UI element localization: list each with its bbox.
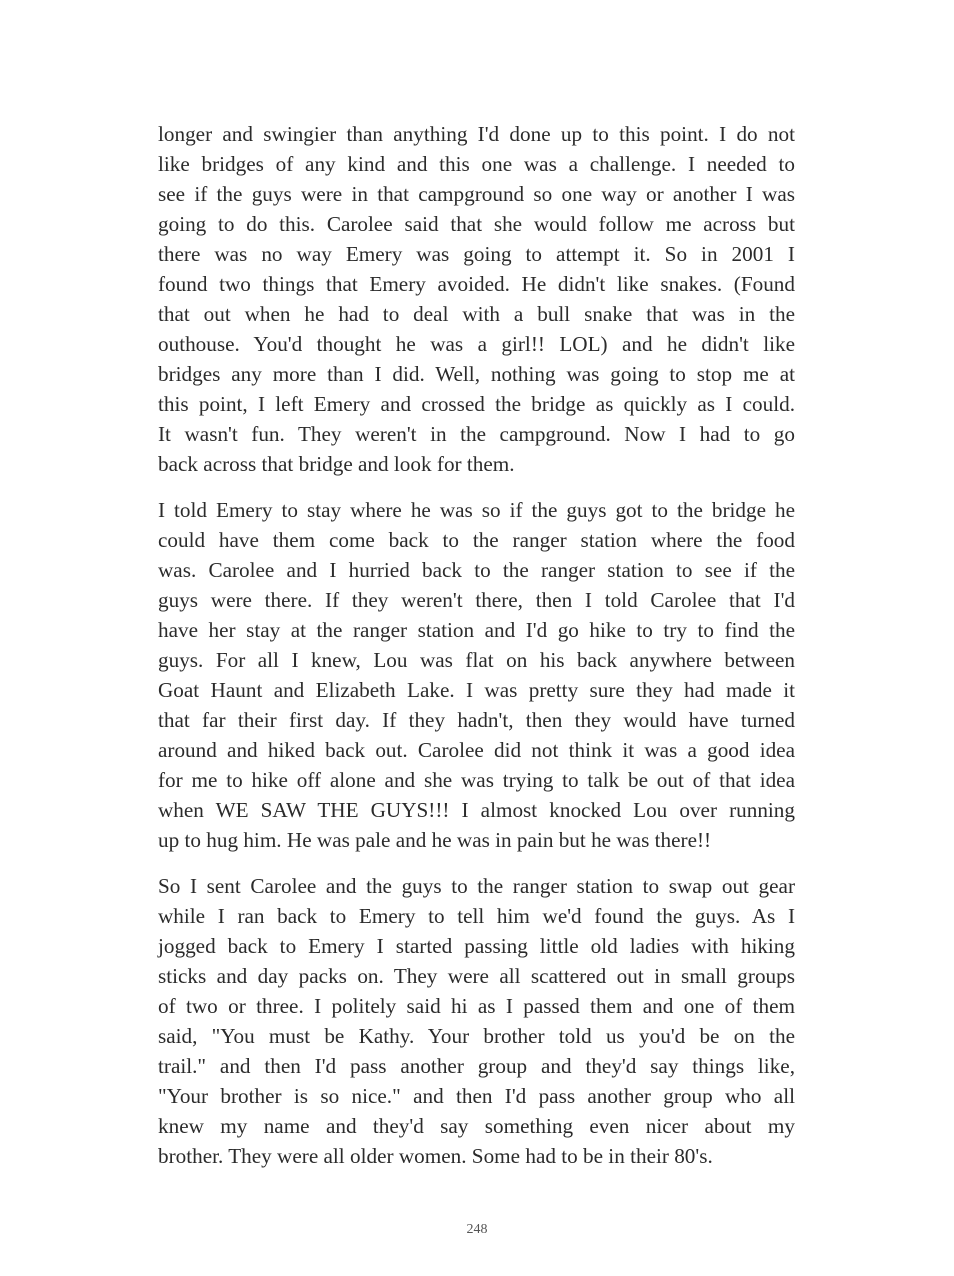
text-line: of two or three. I politely said hi as I passed them and one of them	[158, 994, 795, 1018]
text-line: when WE SAW THE GUYS!!! I almost knocked Lou over running	[158, 798, 795, 822]
paragraph-2	[158, 495, 795, 855]
text-line: around and hiked back out. Carolee did not think it was a good idea	[158, 738, 795, 762]
text-line: guys. For all I knew, Lou was flat on his back anywhere between	[158, 648, 795, 672]
text-line: while I ran back to Emery to tell him we'd found the guys. As I	[158, 904, 795, 928]
text-line: brother. They were all older women. Some had to be in their 80's.	[158, 1144, 713, 1168]
text-line: It wasn't fun. They weren't in the campground. Now I had to go	[158, 422, 795, 446]
text-line: see if the guys were in that campground so one way or another I was	[158, 182, 795, 206]
text-line: was. Carolee and I hurried back to the ranger station to see if the	[158, 558, 795, 582]
text-line: Goat Haunt and Elizabeth Lake. I was pretty sure they had made it	[158, 678, 795, 702]
text-line: going to do this. Carolee said that she would follow me across but	[158, 212, 795, 236]
text-line: "Your brother is so nice." and then I'd pass another group who all	[158, 1084, 795, 1108]
text-line: outhouse. You'd thought he was a girl!! LOL) and he didn't like	[158, 332, 795, 356]
text-line: said, "You must be Kathy. Your brother told us you'd be on the	[158, 1024, 795, 1048]
text-line: there was no way Emery was going to attempt it. So in 2001 I	[158, 242, 795, 266]
text-line: that far their first day. If they hadn't, then they would have turned	[158, 708, 795, 732]
text-line: bridges any more than I did. Well, nothing was going to stop me at	[158, 362, 795, 386]
page-number: 248	[466, 1222, 488, 1237]
text-line: sticks and day packs on. They were all scattered out in small groups	[158, 964, 795, 988]
text-line: up to hug him. He was pale and he was in pain but he was there!!	[158, 828, 712, 852]
text-line: I told Emery to stay where he was so if the guys got to the bridge he	[158, 498, 795, 522]
text-line: have her stay at the ranger station and I'd go hike to try to find the	[158, 618, 795, 642]
text-line: jogged back to Emery I started passing little old ladies with hiking	[158, 934, 795, 958]
text-line: So I sent Carolee and the guys to the ranger station to swap out gear	[158, 874, 795, 898]
text-line: longer and swingier than anything I'd done up to this point. I do not	[158, 122, 795, 146]
page-body	[158, 119, 795, 1187]
text-line: found two things that Emery avoided. He didn't like snakes. (Found	[158, 272, 795, 296]
text-line: back across that bridge and look for them.	[158, 452, 515, 476]
paragraph-1	[158, 119, 795, 479]
text-line: could have them come back to the ranger station where the food	[158, 528, 795, 552]
text-line: like bridges of any kind and this one was a challenge. I needed to	[158, 152, 795, 176]
text-line: knew my name and they'd say something even nicer about my	[158, 1114, 795, 1138]
text-line: for me to hike off alone and she was trying to talk be out of that idea	[158, 768, 795, 792]
text-line: this point, I left Emery and crossed the bridge as quickly as I could.	[158, 392, 795, 416]
paragraph-3	[158, 871, 795, 1171]
text-line: trail." and then I'd pass another group and they'd say things like,	[158, 1054, 795, 1078]
text-line: that out when he had to deal with a bull snake that was in the	[158, 302, 795, 326]
text-line: guys were there. If they weren't there, then I told Carolee that I'd	[158, 588, 795, 612]
